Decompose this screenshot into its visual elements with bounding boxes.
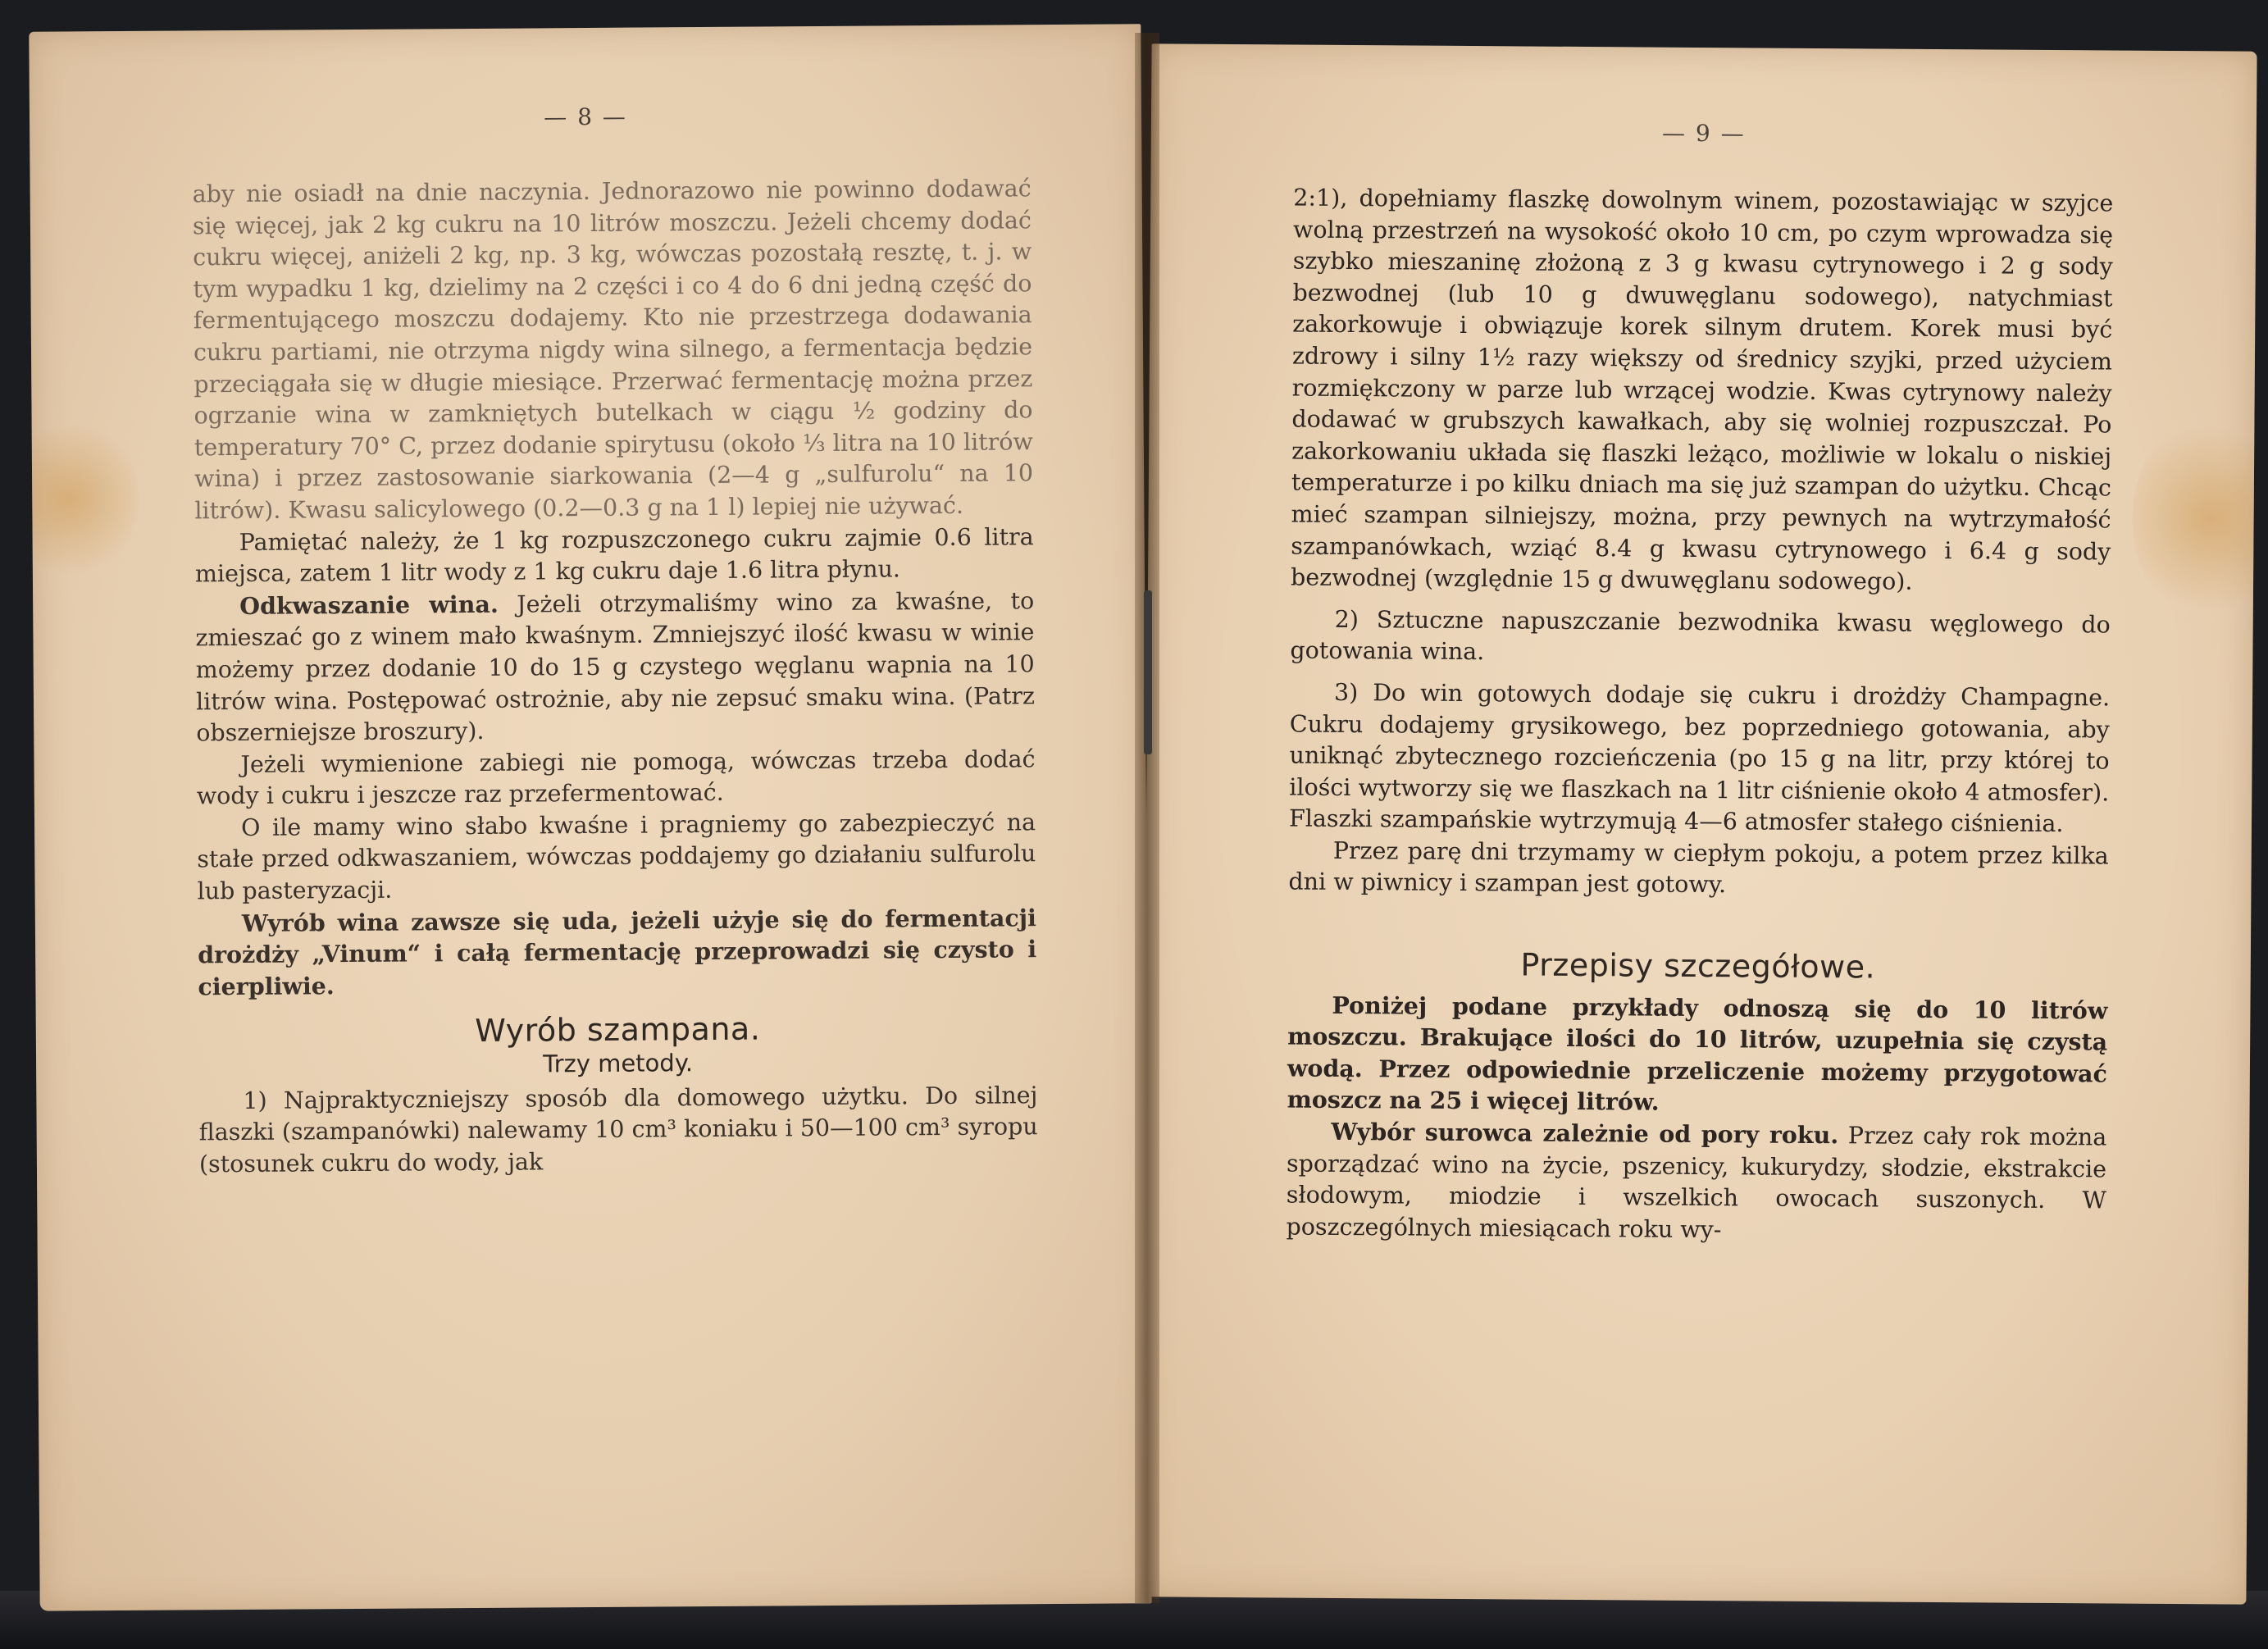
section-heading: Wyrób szampana.: [475, 1010, 761, 1050]
left-text-column: [193, 173, 1039, 1181]
paragraph: O ile mamy wino słabo kwaśne i pragniemy go zabezpieczyć na stałe przed odkwaszaniem, wówczas poddajemy go działaniu sulfurolu lub pasteryzacji.: [197, 809, 1036, 905]
page-number: — 9 —: [1661, 119, 1746, 148]
paragraph-bold: Poniżej podane przykłady odnoszą się do 10 litrów moszczu. Brakujące ilości do 10 litrów, uzupełnia się czystą wodą. Przez odpowiednie przeliczenie możemy przygotować moszcz na 25 i więcej litrów.: [1287, 991, 2108, 1117]
paragraph: Pamiętać należy, że 1 kg rozpuszczonego cukru zajmie 0.6 litra miejsca, zatem 1 litr wody z 1 kg cukru daje 1.6 litra płynu.: [194, 522, 1034, 588]
book-spine: [1135, 33, 1159, 1603]
paragraph: 2:1), dopełniamy flaszkę dowolnym winem, pozostawiając w szyjce wolną przestrzeń na wysokość około 10 cm, po czym wprowadza się szybko mieszaninę złożoną z 3 g kwasu cytrynowego i 2 g sody bezwodnej (lub 10 g dwuwęglanu sodowego), natychmiast zakorkowuje i obwiązuje korek silnym drutem. Korek musi być zdrowy i silny 1½ razy większy od średnicy szyjki, przed użyciem rozmiękczony w parze lub wrzącej wodzie. Kwas cytrynowy należy dodawać w grubszych kawałkach, aby się wolniej rozpuszczał. Po zakorkowaniu układa się flaszki leżąco, możliwie w lokalu o niskiej temperaturze i po kilku dniach ma się już szampan do użytku. Chcąc mieć szampan silniejszy, można, przy pewnych na wytrzymałość szampanówkach, wziąć 8.4 g kwasu cytrynowego i 6.4 g sody bezwodnej (względnie 15 g dwuwęglanu sodowego).: [1290, 184, 2114, 595]
paragraph-bold: Wyrób wina zawsze się uda, jeżeli użyje się do fermentacji drożdży „Vinum“ i całą fermentację przeprowadzi się czysto i cierpliwie.: [198, 903, 1037, 1001]
paragraph-title: Odkwaszanie wina.: [239, 590, 499, 620]
paragraph-text: Jeżeli otrzymaliśmy wino za kwaśne, to zmieszać go z winem mało kwaśnym. Zmniejszyć ilość kwasu w winie możemy przez dodanie 10 do 15 g czystego węglanu wapnia na 10 litrów wina. Postępować ostrożnie, aby nie zepsuć smaku wina. (Patrz obszerniejsze broszury).: [195, 586, 1036, 747]
staple: [1144, 672, 1152, 754]
section-heading: Przepisy szczegółowe.: [1520, 946, 1876, 986]
paper-stain: [2132, 412, 2257, 626]
paragraph: Przez parę dni trzymamy w ciepłym pokoju, a potem przez kilka dni w piwnicy i szampan jest gotowy.: [1288, 836, 2109, 899]
paragraph: 2) Sztuczne napuszczanie bezwodnika kwasu węglowego do gotowania wina.: [1290, 605, 2111, 666]
paragraph: aby nie osiadł na dnie naczynia. Jednorazowo nie powinno dodawać się więcej, jak 2 kg cukru na 10 litrów moszczu. Jeżeli chcemy dodać cukru więcej, aniżeli 2 kg, np. 3 kg, wówczas pozostałą resztę, t. j. w tym wypadku 1 kg, dzielimy na 2 części i co 4 do 6 dni jedną część do fermentującego moszczu dodajemy. Kto nie przestrzega dodawania cukru partiami, nie otrzyma nigdy wina silnego, a fermentacja będzie przeciągała się w długie miesiące. Przerwać fermentację można przez ogrzanie wina w zamkniętych butelkach w ciągu ½ godziny do temperatury 70° C, przez dodanie spirytusu (około ⅓ litra na 10 litrów wina) i przez zastosowanie siarkowania (2—4 g „sulfurolu“ na 10 litrów). Kwasu salicylowego (0.2—0.3 g na 1 l) lepiej nie używać.: [192, 175, 1034, 525]
paragraph-odkwaszanie: [195, 585, 1035, 749]
paper-stain: [29, 417, 139, 581]
paragraph-text: Przez cały rok można sporządzać wino na życie, pszenicy, kukurydzy, słodzie, ekstrakcie słodowym, miodzie i wszelkich owocach suszonych. W poszczególnych miesiącach roku wy-: [1286, 1122, 2107, 1244]
paragraph-season: [1286, 1116, 2106, 1249]
paragraph: Jeżeli wymienione zabiegi nie pomogą, wówczas trzeba dodać wody i cukru i jeszcze raz przefermentować.: [196, 745, 1036, 810]
paragraph: 1) Najpraktyczniejszy sposób dla domowego użytku. Do silnej flaszki (szampanówki) nalewamy 10 cm³ koniaku i 50—100 cm³ syropu (stosunek cukru do wody, jak: [198, 1081, 1038, 1178]
page-number: — 8 —: [544, 102, 627, 131]
right-text-column: [1286, 183, 2113, 1249]
paragraph: 3) Do win gotowych dodaje się cukru i drożdży Champagne. Cukru dodajemy grysikowego, bez poprzedniego gotowania, aby uniknąć zbytecznego rozcieńczenia (po 15 g na litr, przy której to ilości wytworzy się we flaszkach na 1 litr ciśnienie około 4 atmosfer). Flaszki szampańskie wytrzymują 4—6 atmosfer stałego ciśnienia.: [1288, 678, 2111, 838]
left-page: [29, 24, 1151, 1610]
paragraph-title: Wybór surowca zależnie od pory roku.: [1331, 1117, 1839, 1150]
section-subheading: Trzy metody.: [543, 1049, 694, 1078]
right-page: [1141, 43, 2257, 1604]
